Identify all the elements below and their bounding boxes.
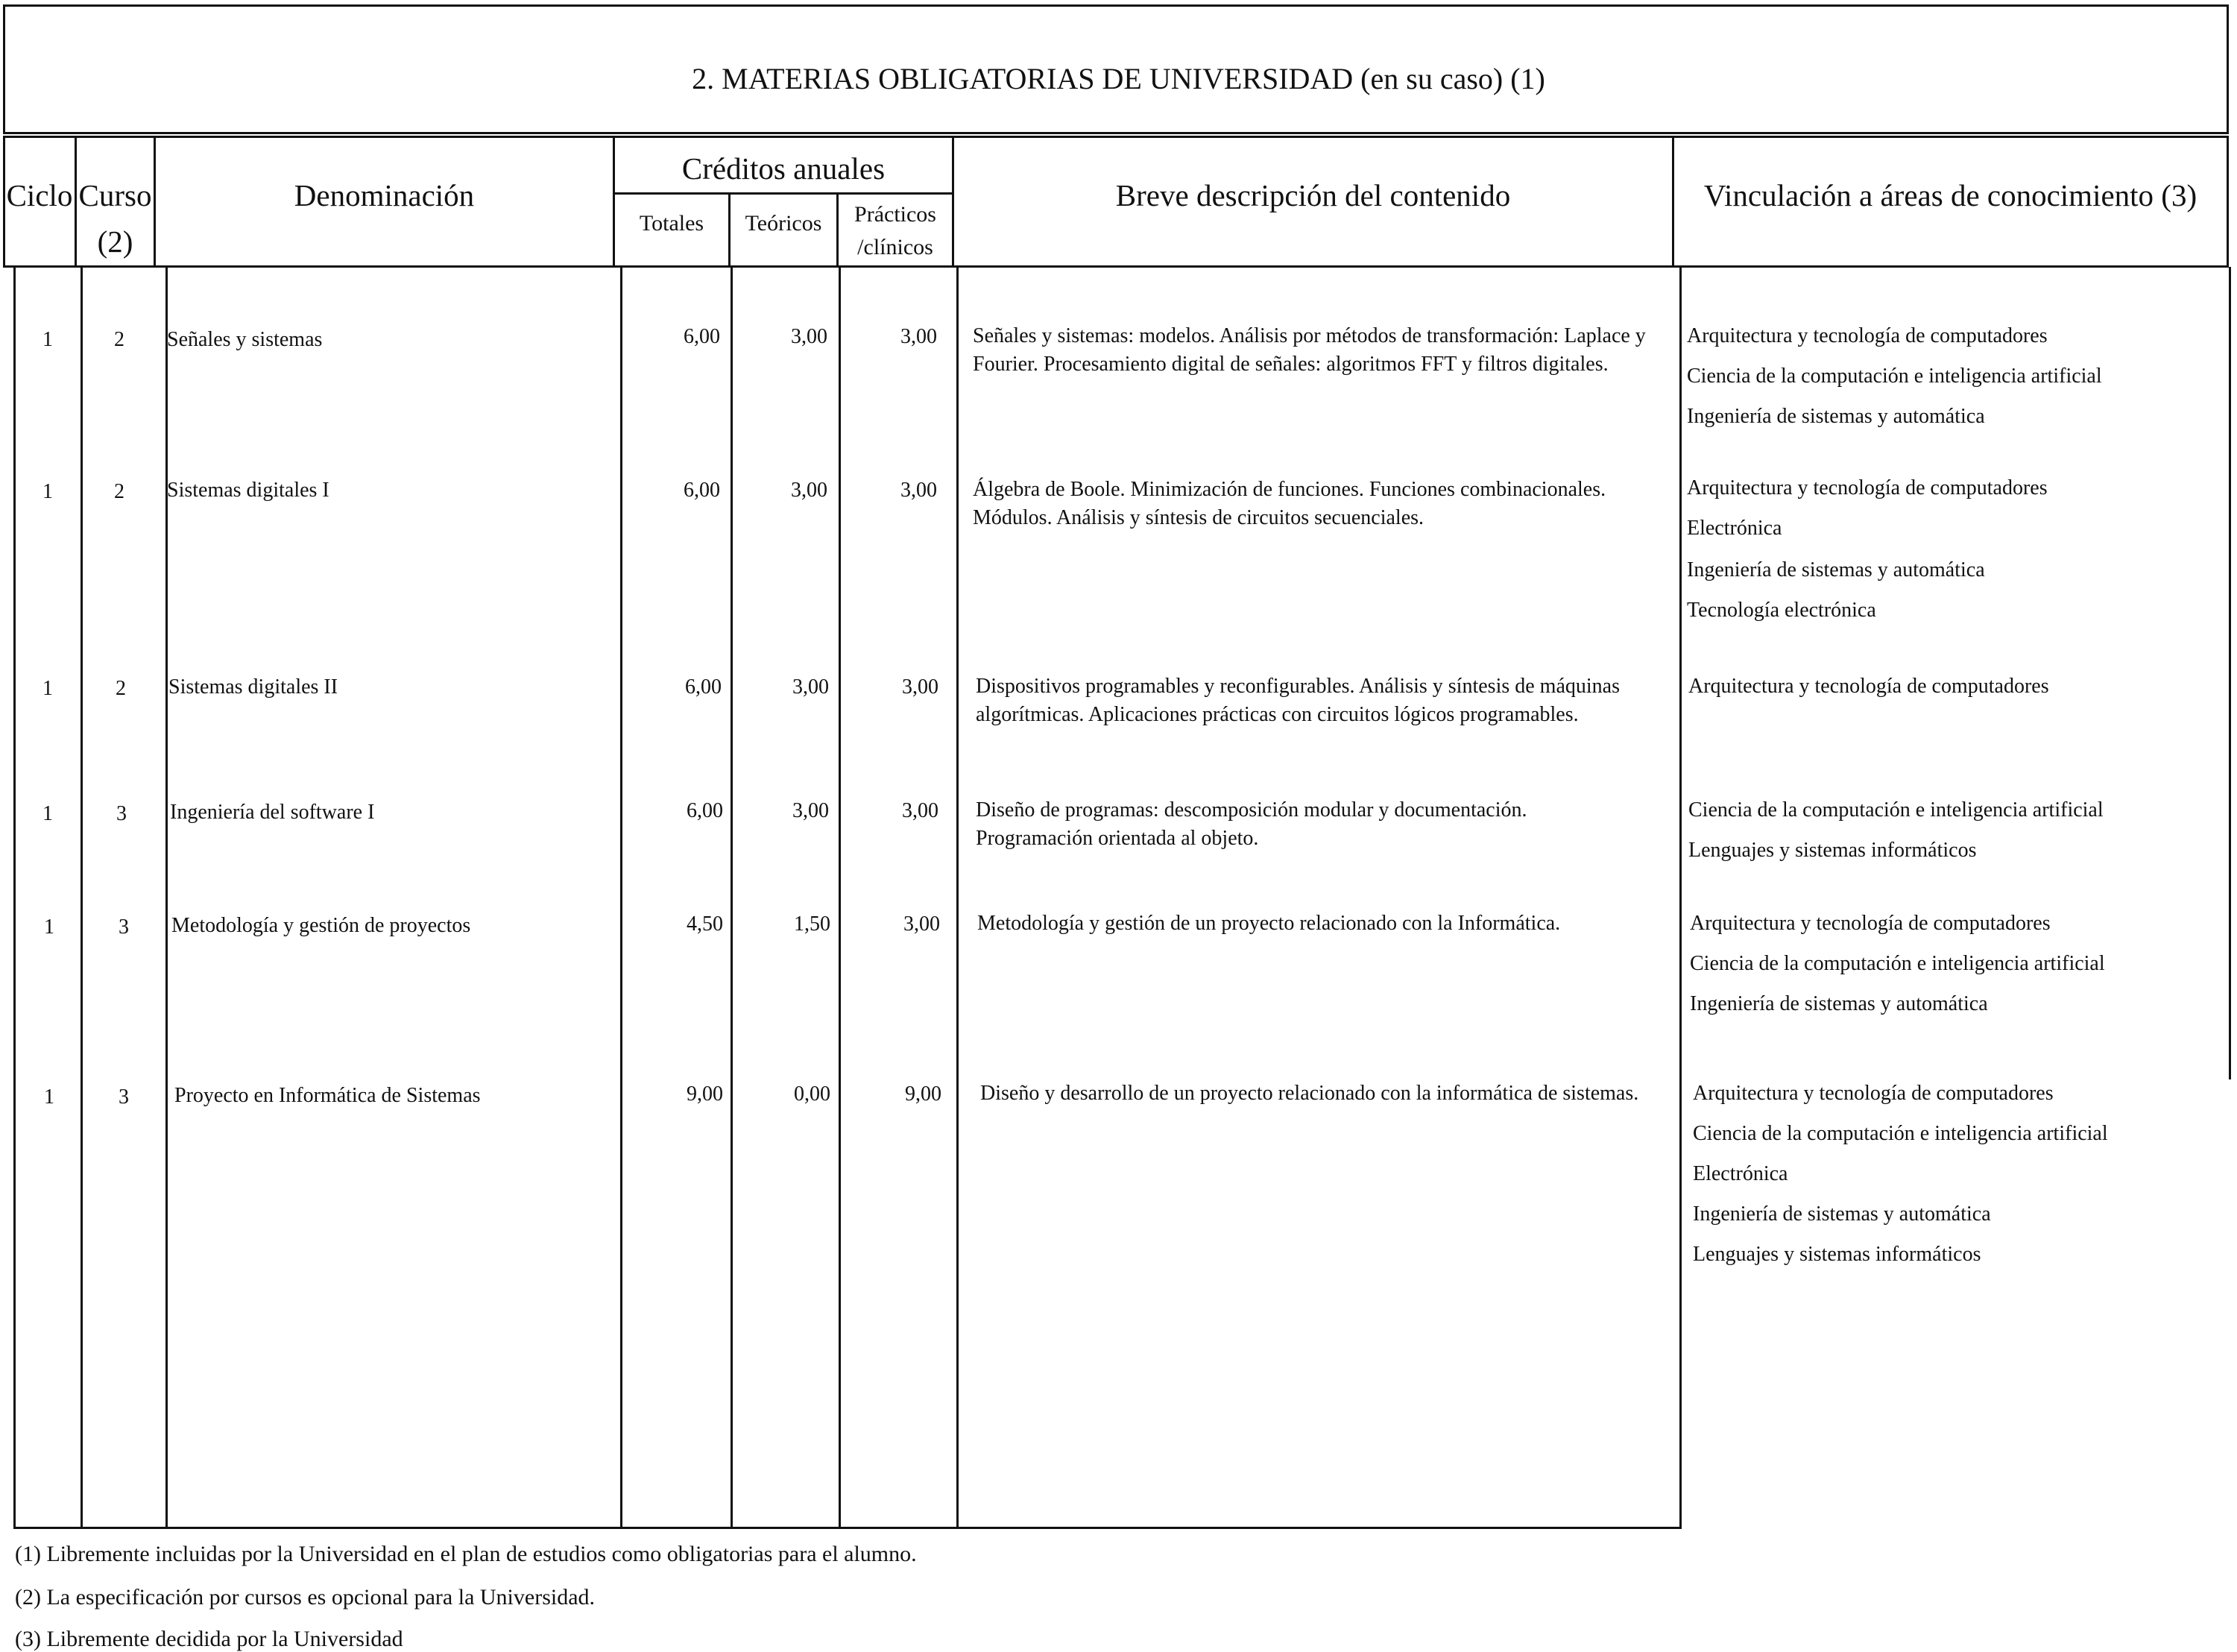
row-4-denominacion: Ingeniería del software I: [170, 801, 375, 824]
row-2-area-1: Arquitectura y tecnología de computadores: [1687, 476, 2048, 499]
row-4-teoricos: 3,00: [792, 799, 829, 822]
header-curso-note: (2): [97, 224, 133, 259]
creditos-divider-line: [613, 192, 953, 195]
row-2-ciclo: 1: [42, 480, 53, 503]
row-6-ciclo: 1: [44, 1085, 54, 1109]
row-6-practicos: 9,00: [905, 1082, 941, 1106]
body-vline-4: [620, 267, 622, 1529]
row-5-practicos: 3,00: [903, 912, 940, 936]
row-1-teoricos: 3,00: [791, 325, 827, 348]
row-4-area-2: Lenguajes y sistemas informáticos: [1688, 839, 1977, 862]
row-5-area-2: Ciencia de la computación e inteligencia artificial: [1690, 952, 2105, 975]
row-6-area-1: Arquitectura y tecnología de computadores: [1693, 1082, 2054, 1105]
header-curso: Curso: [78, 178, 152, 212]
row-5-curso: 3: [119, 915, 129, 939]
row-4-ciclo: 1: [42, 802, 53, 825]
row-2-teoricos: 3,00: [791, 479, 827, 502]
row-1-curso: 2: [114, 328, 124, 351]
row-2-curso: 2: [114, 480, 124, 503]
body-vline-7: [956, 267, 959, 1529]
row-5-area-1: Arquitectura y tecnología de computadores: [1690, 912, 2051, 935]
body-vline-6: [839, 267, 841, 1529]
row-3-totales: 6,00: [685, 675, 722, 699]
row-3-descripcion: Dispositivos programables y reconfigurables. Análisis y síntesis de máquinas algorítmicas. Aplicaciones prácticas con circuitos lógicos programables.: [976, 675, 1620, 726]
row-5-ciclo: 1: [44, 915, 54, 939]
header-top-line: [3, 136, 2229, 138]
body-vline-8: [1679, 267, 1682, 1529]
row-1-area-3: Ingeniería de sistemas y automática: [1687, 405, 1985, 428]
header-clinicos: /clínicos: [857, 235, 933, 259]
row-5-teoricos: 1,50: [794, 912, 830, 936]
row-6-curso: 3: [119, 1085, 129, 1109]
row-1-area-1: Arquitectura y tecnología de computadores: [1687, 324, 2048, 347]
row-2-totales: 6,00: [684, 479, 720, 502]
body-vline-5: [731, 267, 733, 1529]
footnote-1: (1) Libremente incluidas por la Universidad en el plan de estudios como obligatorias para el alumno.: [15, 1542, 917, 1566]
header-vline-9: [2227, 136, 2229, 267]
body-vline-2: [81, 267, 83, 1529]
row-2-area-4: Tecnología electrónica: [1687, 599, 1876, 622]
row-6-area-5: Lenguajes y sistemas informáticos: [1693, 1243, 1981, 1266]
row-3-curso: 2: [116, 677, 126, 700]
row-2-practicos: 3,00: [900, 479, 937, 502]
header-denominacion: Denominación: [294, 178, 475, 212]
row-6-descripcion: Diseño y desarrollo de un proyecto relacionado con la informática de sistemas.: [980, 1082, 1639, 1105]
header-bottom-line: [3, 265, 2229, 268]
row-5-descripcion: Metodología y gestión de un proyecto relacionado con la Informática.: [977, 912, 1561, 935]
footnote-2: (2) La especificación por cursos es opcional para la Universidad.: [15, 1585, 596, 1610]
row-1-area-2: Ciencia de la computación e inteligencia artificial: [1687, 365, 2102, 388]
header-descripcion: Breve descripción del contenido: [1115, 178, 1511, 212]
row-1-denominacion: Señales y sistemas: [167, 328, 323, 351]
row-2-area-2: Electrónica: [1687, 517, 1782, 540]
row-5-area-3: Ingeniería de sistemas y automática: [1690, 992, 1988, 1015]
row-1-descripcion: Señales y sistemas: modelos. Análisis por métodos de transformación: Laplace y Fourier. Procesamiento digital de señales: algoritmos FFT y filtros digitales.: [973, 324, 1646, 376]
header-vinculacion: Vinculación a áreas de conocimiento (3): [1703, 178, 2197, 212]
row-6-teoricos: 0,00: [794, 1082, 830, 1106]
row-1-totales: 6,00: [684, 325, 720, 348]
row-4-curso: 3: [116, 802, 127, 825]
header-ciclo: Ciclo: [6, 178, 73, 212]
row-3-ciclo: 1: [42, 677, 53, 700]
row-4-descripcion: Diseño de programas: descomposición modular y documentación. Programación orientada al objeto.: [976, 798, 1527, 850]
row-1-practicos: 3,00: [900, 325, 937, 348]
body-vline-3: [165, 267, 168, 1529]
body-vline-1: [13, 267, 16, 1529]
footnote-3: (3) Libremente decidida por la Universidad: [15, 1627, 403, 1651]
body-bottom-line: [13, 1527, 1682, 1529]
page-title: 2. MATERIAS OBLIGATORIAS DE UNIVERSIDAD (en su caso) (1): [692, 62, 1545, 95]
row-4-practicos: 3,00: [902, 799, 938, 822]
row-6-area-4: Ingeniería de sistemas y automática: [1693, 1202, 1991, 1226]
header-practicos: Prácticos: [854, 202, 936, 227]
row-6-totales: 9,00: [687, 1082, 723, 1106]
row-3-area-1: Arquitectura y tecnología de computadores: [1688, 675, 2049, 698]
row-1-ciclo: 1: [42, 328, 53, 351]
row-2-area-3: Ingeniería de sistemas y automática: [1687, 558, 1985, 581]
row-4-totales: 6,00: [687, 799, 723, 822]
header-teoricos: Teóricos: [745, 211, 822, 236]
row-2-denominacion: Sistemas digitales I: [167, 479, 329, 502]
row-3-denominacion: Sistemas digitales II: [168, 675, 338, 699]
body-vline-9: [2229, 267, 2231, 1079]
row-6-area-3: Electrónica: [1693, 1162, 1788, 1185]
row-5-denominacion: Metodología y gestión de proyectos: [171, 914, 471, 937]
row-6-area-2: Ciencia de la computación e inteligencia artificial: [1693, 1122, 2108, 1145]
header-totales: Totales: [639, 211, 704, 236]
row-5-totales: 4,50: [687, 912, 723, 936]
row-6-denominacion: Proyecto en Informática de Sistemas: [174, 1084, 481, 1107]
row-4-area-1: Ciencia de la computación e inteligencia artificial: [1688, 798, 2104, 822]
header-creditos: Créditos anuales: [681, 151, 886, 186]
row-3-practicos: 3,00: [902, 675, 938, 699]
row-3-teoricos: 3,00: [792, 675, 829, 699]
row-2-descripcion: Álgebra de Boole. Minimización de funciones. Funciones combinacionales. Módulos. Análisis y síntesis de circuitos secuenciales.: [973, 478, 1606, 529]
